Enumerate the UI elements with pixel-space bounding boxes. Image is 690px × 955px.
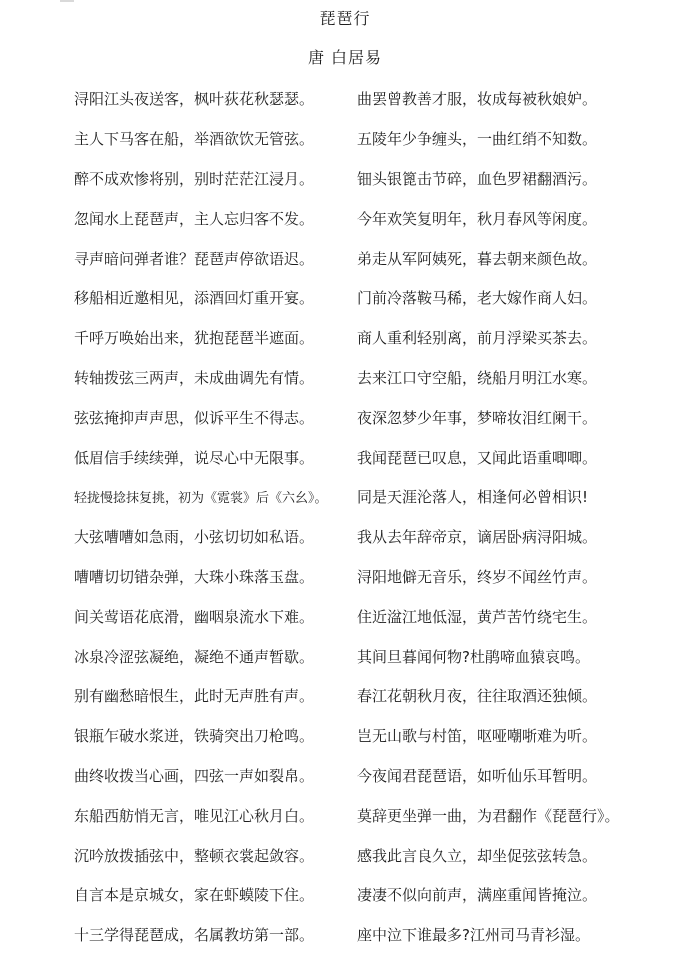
- poem-row: [74, 119, 674, 159]
- poem-line-left: 银瓶乍破水浆迸，铁骑突出刀枪鸣。: [74, 727, 315, 746]
- poem-line-right: 岂无山歌与村笛，呕哑嘲哳难为听。: [357, 727, 598, 746]
- poem-line-right: 感我此言良久立，却坐促弦弦转急。: [357, 846, 598, 865]
- poem-row: [74, 557, 674, 597]
- poem-line-right: 莫辞更坐弹一曲，为君翻作《琵琶行》。: [357, 806, 620, 825]
- poem-line-left: 寻声暗问弹者谁？琵琶声停欲语迟。: [74, 249, 315, 268]
- poem-line-left: 大弦嘈嘈如急雨，小弦切切如私语。: [74, 528, 315, 547]
- poem-row: [74, 198, 674, 238]
- poem-author: 唐 白居易: [307, 48, 383, 67]
- poem-line-left: 忽闻水上琵琶声，主人忘归客不发。: [74, 209, 315, 228]
- poem-line-right: 五陵年少争缠头，一曲红绡不知数。: [357, 130, 598, 149]
- poem-line-right: 同是天涯沦落人，相逢何必曾相识!: [357, 488, 589, 507]
- poem-line-left: 十三学得琵琶成，名属教坊第一部。: [74, 926, 315, 945]
- poem-line-right: 凄凄不似向前声，满座重闻皆掩泣。: [357, 886, 598, 905]
- poem-row: [74, 517, 674, 557]
- poem-line-left: 轻拢慢捻抹复挑，初为《霓裳》后《六幺》。: [74, 491, 328, 507]
- corner-mark: [60, 0, 74, 2]
- poem-line-right: 我闻琵琶已叹息，又闻此语重唧唧。: [357, 448, 598, 467]
- poem-row: [74, 716, 674, 756]
- poem-line-right: 住近湓江地低湿，黄芦苦竹绕宅生。: [357, 607, 598, 626]
- poem-line-right: 春江花朝秋月夜，往往取酒还独倾。: [357, 687, 598, 706]
- poem-row: [74, 915, 674, 955]
- poem-line-left: 转轴拨弦三两声，未成曲调先有情。: [74, 368, 315, 387]
- poem-line-left: 浔阳江头夜送客，枫叶荻花秋瑟瑟。: [74, 90, 315, 109]
- poem-row: [74, 636, 674, 676]
- poem-line-right: 其间旦暮闻何物?杜鹃啼血猿哀鸣。: [357, 647, 590, 666]
- poem-row: [74, 835, 674, 875]
- poem-line-right: 钿头银篦击节碎，血色罗裙翻酒污。: [357, 169, 598, 188]
- poem-body: [74, 79, 674, 955]
- poem-row: [74, 875, 674, 915]
- poem-line-left: 沉吟放拨插弦中，整顿衣裳起敛容。: [74, 846, 315, 865]
- poem-row: [74, 596, 674, 636]
- poem-line-left: 主人下马客在船，举酒欲饮无管弦。: [74, 130, 315, 149]
- poem-line-left: 自言本是京城女，家在虾蟆陵下住。: [74, 886, 315, 905]
- poem-row: [74, 278, 674, 318]
- poem-line-left: 东船西舫悄无言，唯见江心秋月白。: [74, 806, 315, 825]
- poem-line-right: 我从去年辞帝京，谪居卧病浔阳城。: [357, 528, 598, 547]
- poem-line-left: 嘈嘈切切错杂弹，大珠小珠落玉盘。: [74, 567, 315, 586]
- poem-line-right: 弟走从军阿姨死，暮去朝来颜色故。: [357, 249, 598, 268]
- poem-line-right: 今夜闻君琵琶语，如听仙乐耳暂明。: [357, 766, 598, 785]
- poem-row: [74, 238, 674, 278]
- poem-line-left: 千呼万唤始出来，犹抱琵琶半遮面。: [74, 329, 315, 348]
- poem-line-right: 浔阳地僻无音乐，终岁不闻丝竹声。: [357, 567, 598, 586]
- poem-row: [74, 318, 674, 358]
- poem-row: [74, 79, 674, 119]
- poem-line-right: 去来江口守空船，绕船月明江水寒。: [357, 368, 598, 387]
- poem-line-left: 别有幽愁暗恨生，此时无声胜有声。: [74, 687, 315, 706]
- poem-row: [74, 159, 674, 199]
- poem-line-right: 曲罢曾教善才服，妆成每被秋娘妒。: [357, 90, 598, 109]
- poem-row: [74, 676, 674, 716]
- poem-line-left: 间关莺语花底滑，幽咽泉流水下难。: [74, 607, 315, 626]
- poem-row: [74, 397, 674, 437]
- poem-row: [74, 437, 674, 477]
- poem-line-left: 冰泉冷涩弦凝绝，凝绝不通声暂歇。: [74, 647, 315, 666]
- poem-line-left: 弦弦掩抑声声思，似诉平生不得志。: [74, 408, 315, 427]
- poem-row: [74, 756, 674, 796]
- poem-row: [74, 477, 674, 517]
- poem-row: [74, 358, 674, 398]
- poem-line-left: 曲终收拨当心画，四弦一声如裂帛。: [74, 766, 315, 785]
- poem-line-left: 醉不成欢惨将别，别时茫茫江浸月。: [74, 169, 315, 188]
- poem-line-right: 门前冷落鞍马稀，老大嫁作商人妇。: [357, 289, 598, 308]
- poem-line-left: 低眉信手续续弹，说尽心中无限事。: [74, 448, 315, 467]
- poem-line-right: 商人重利轻别离，前月浮梁买茶去。: [357, 329, 598, 348]
- poem-line-right: 夜深忽梦少年事，梦啼妆泪红阑干。: [357, 408, 598, 427]
- poem-row: [74, 795, 674, 835]
- poem-line-right: 今年欢笑复明年，秋月春风等闲度。: [357, 209, 598, 228]
- poem-title: 琵琶行: [319, 9, 371, 28]
- poem-line-right: 座中泣下谁最多?江州司马青衫湿。: [357, 926, 590, 945]
- poem-line-left: 移船相近邀相见，添酒回灯重开宴。: [74, 289, 315, 308]
